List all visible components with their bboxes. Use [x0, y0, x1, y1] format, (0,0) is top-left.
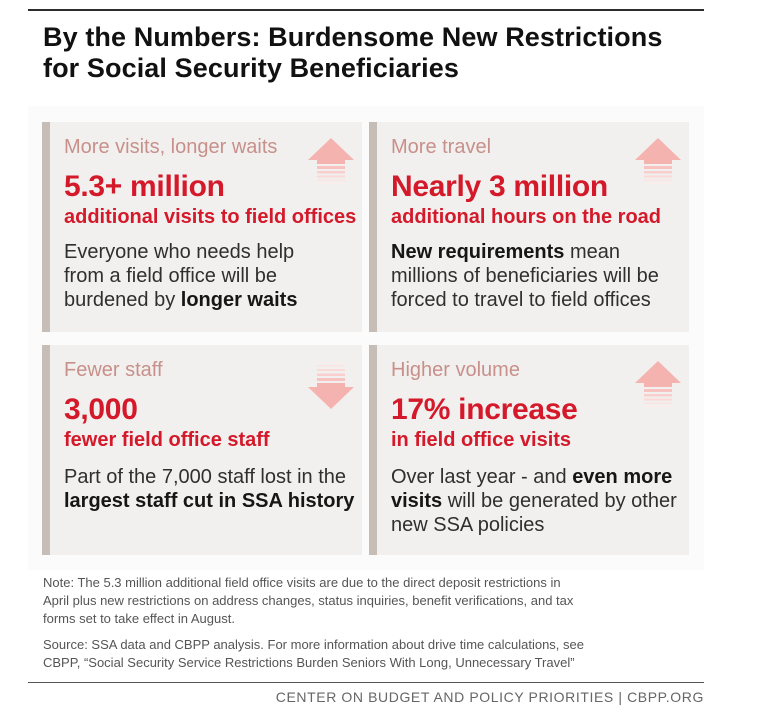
- card-fewer-staff: [42, 345, 362, 555]
- down-arrow-icon: [306, 361, 356, 411]
- up-arrow-icon: [633, 359, 683, 409]
- card-label: Fewer staff: [64, 359, 163, 381]
- card-label: More travel: [391, 136, 492, 158]
- card-description: Over last year - and even more visits will be generated by other new SSA policies: [391, 466, 677, 536]
- note-text: Note: The 5.3 million additional field office visits are due to the direct deposit restrictions in April plus new restrictions on address changes, status inquiries, benefit verifications, and tax forms set to take effect in August.: [43, 575, 574, 626]
- page-title: [43, 22, 703, 84]
- footer-credit: CENTER ON BUDGET AND POLICY PRIORITIES | CBPP.ORG: [275, 689, 704, 705]
- card-label: More visits, longer waits: [64, 136, 278, 158]
- top-rule: [28, 9, 704, 11]
- card-description: Part of the 7,000 staff lost in the largest staff cut in SSA history: [64, 466, 355, 512]
- card-big-number: Nearly 3 million: [391, 170, 608, 203]
- card-subtitle: fewer field office staff: [64, 429, 270, 451]
- card-higher-volume: [369, 345, 689, 555]
- cards-panel: [28, 106, 704, 570]
- up-arrow-icon: [306, 136, 356, 186]
- card-subtitle: in field office visits: [391, 429, 572, 451]
- up-arrow-icon: [633, 136, 683, 186]
- card-more-travel: [369, 122, 689, 332]
- source-text: Source: SSA data and CBPP analysis. For more information about drive time calculations, see CBPP, “Social Security Service Restrictions Burden Seniors With Long, Unnecessary Travel”: [43, 637, 584, 670]
- card-label: Higher volume: [391, 359, 520, 381]
- card-big-number: 5.3+ million: [64, 170, 225, 203]
- card-description: Everyone who needs help from a field office will be burdened by longer waits: [64, 241, 298, 311]
- card-more-visits: [42, 122, 362, 332]
- bottom-rule: [28, 682, 704, 683]
- card-subtitle: additional hours on the road: [391, 206, 661, 228]
- card-description: New requirements mean millions of beneficiaries will be forced to travel to field offices: [391, 241, 659, 311]
- card-subtitle: additional visits to field offices: [64, 206, 357, 228]
- card-big-number: 3,000: [64, 393, 138, 426]
- card-big-number: 17% increase: [391, 393, 578, 426]
- title-line-1: By the Numbers: Burdensome New Restrictions: [43, 22, 663, 52]
- title-line-2: for Social Security Beneficiaries: [43, 53, 459, 83]
